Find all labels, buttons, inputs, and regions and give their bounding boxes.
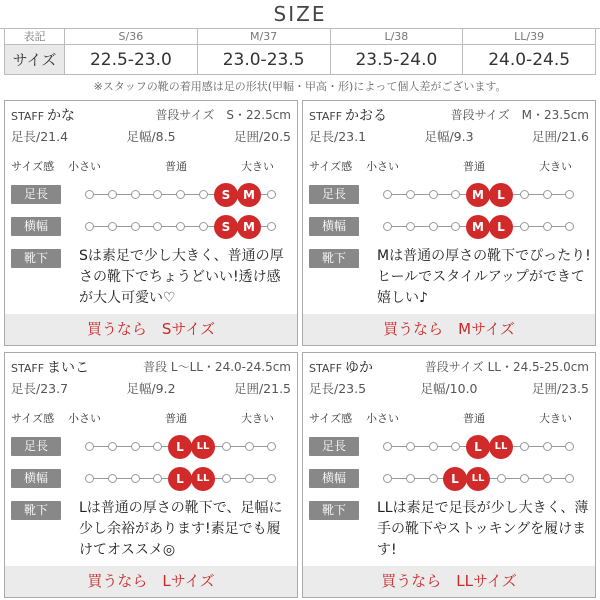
size-table bbox=[4, 28, 596, 75]
scale-title: サイズ感 bbox=[309, 412, 353, 425]
staff-card bbox=[4, 352, 298, 598]
size-marker: M bbox=[466, 183, 490, 207]
scale-dot bbox=[520, 474, 529, 483]
scale-dot bbox=[543, 190, 552, 199]
scale-dot bbox=[153, 474, 162, 483]
scale-dot bbox=[383, 190, 392, 199]
scale-dot bbox=[565, 190, 574, 199]
scale-dot bbox=[222, 442, 231, 451]
staff-name: まいこ bbox=[47, 360, 90, 376]
scale-dot bbox=[543, 222, 552, 231]
staff-comment: Mは普通の厚さの靴下でぴったり!ヒールでスタイルアップができて嬉しい♪ bbox=[377, 248, 591, 306]
foot-length: 足長/23.1 bbox=[309, 129, 367, 144]
scale-dot bbox=[429, 190, 438, 199]
foot-length: 足長/23.7 bbox=[11, 381, 69, 396]
foot-measurements bbox=[309, 379, 589, 397]
scale-normal-label: 普通 bbox=[165, 160, 187, 173]
recommend-banner: 買うなら Lサイズ bbox=[5, 566, 297, 597]
row-label-width: 横幅 bbox=[309, 469, 359, 488]
scale-dot bbox=[131, 190, 140, 199]
scale-small-label: 小さい bbox=[366, 160, 399, 173]
size-marker: LL bbox=[466, 467, 490, 491]
scale-dot bbox=[497, 474, 506, 483]
staff-label: STAFF bbox=[11, 362, 45, 375]
scale-small-label: 小さい bbox=[366, 412, 399, 425]
foot-girth: 足囲/21.6 bbox=[531, 129, 589, 144]
size-row-label: サイズ bbox=[5, 45, 65, 75]
scale-dot bbox=[153, 222, 162, 231]
length-scale-track bbox=[89, 440, 271, 454]
foot-width: 足幅/10.0 bbox=[420, 381, 478, 396]
scale-dot bbox=[245, 474, 254, 483]
size-marker: L bbox=[466, 435, 490, 459]
staff-header bbox=[11, 105, 291, 123]
scale-dot bbox=[429, 474, 438, 483]
row-label-length: 足長 bbox=[309, 437, 359, 456]
foot-measurements bbox=[11, 127, 291, 145]
scale-dot bbox=[131, 474, 140, 483]
scale-normal-label: 普通 bbox=[463, 160, 485, 173]
width-scale-track bbox=[89, 472, 271, 486]
size-marker: L bbox=[489, 183, 513, 207]
row-label-socks: 靴下 bbox=[11, 249, 61, 268]
size-marker: LL bbox=[191, 467, 215, 491]
staff-label: STAFF bbox=[11, 110, 45, 123]
scale-dot bbox=[520, 442, 529, 451]
size-col-label: M/37 bbox=[197, 28, 330, 45]
scale-dot bbox=[451, 222, 460, 231]
size-title: SIZE bbox=[273, 2, 327, 26]
usual-size: 普段サイズ M・23.5cm bbox=[450, 108, 589, 122]
scale-dot bbox=[267, 222, 276, 231]
row-label-width: 横幅 bbox=[309, 217, 359, 236]
row-label-length: 足長 bbox=[309, 185, 359, 204]
recommend-banner: 買うなら Sサイズ bbox=[5, 314, 297, 345]
staff-header bbox=[11, 357, 291, 375]
scale-dot bbox=[429, 222, 438, 231]
width-scale-track bbox=[387, 220, 569, 234]
scale-dot bbox=[108, 474, 117, 483]
size-marker: L bbox=[443, 467, 467, 491]
scale-dot bbox=[565, 442, 574, 451]
foot-width: 足幅/9.2 bbox=[126, 381, 176, 396]
size-range-cell: 23.5-24.0 bbox=[330, 45, 463, 75]
scale-dot bbox=[565, 474, 574, 483]
scale-large-label: 大きい bbox=[241, 412, 274, 425]
staff-comment: LLは素足で足長が少し大きく、薄手の靴下やストッキングを履けます! bbox=[377, 500, 589, 558]
scale-large-label: 大きい bbox=[539, 160, 572, 173]
size-marker: L bbox=[168, 467, 192, 491]
scale-dot bbox=[108, 442, 117, 451]
scale-dot bbox=[199, 222, 208, 231]
size-col-label: S/36 bbox=[65, 28, 198, 45]
usual-size: 普段サイズ S・22.5cm bbox=[155, 108, 291, 122]
size-marker: LL bbox=[191, 435, 215, 459]
scale-dot bbox=[267, 442, 276, 451]
usual-size: 普段サイズ LL・24.5-25.0cm bbox=[424, 360, 589, 374]
staff-comment: Sは素足で少し大きく、普通の厚さの靴下でちょうどいい!透け感が大人可愛い♡ bbox=[79, 248, 284, 306]
foot-measurements bbox=[11, 379, 291, 397]
size-marker: M bbox=[237, 183, 261, 207]
scale-normal-label: 普通 bbox=[165, 412, 187, 425]
scale-dot bbox=[429, 442, 438, 451]
staff-card bbox=[4, 100, 298, 346]
foot-width: 足幅/9.3 bbox=[424, 129, 474, 144]
scale-dot bbox=[85, 442, 94, 451]
row-label-socks: 靴下 bbox=[309, 501, 359, 520]
size-range-cell: 24.0-24.5 bbox=[463, 45, 596, 75]
row-label-socks: 靴下 bbox=[11, 501, 61, 520]
size-marker: M bbox=[466, 215, 490, 239]
row-label-length: 足長 bbox=[11, 185, 61, 204]
scale-dot bbox=[406, 474, 415, 483]
size-header-label: 表記 bbox=[5, 28, 65, 45]
foot-girth: 足囲/21.5 bbox=[233, 381, 291, 396]
recommend-banner: 買うなら LLサイズ bbox=[303, 566, 595, 597]
scale-dot bbox=[199, 190, 208, 199]
foot-girth: 足囲/20.5 bbox=[233, 129, 291, 144]
size-col-label: L/38 bbox=[330, 28, 463, 45]
usual-size: 普段 L～LL・24.0-24.5cm bbox=[143, 360, 291, 374]
size-col-label: LL/39 bbox=[463, 28, 596, 45]
row-label-width: 横幅 bbox=[11, 217, 61, 236]
fit-note: ※スタッフの靴の着用感は足の形状(甲幅・甲高・形)によって個人差がございます。 bbox=[93, 80, 507, 93]
scale-small-label: 小さい bbox=[68, 160, 101, 173]
scale-dot bbox=[176, 222, 185, 231]
scale-title: サイズ感 bbox=[11, 160, 55, 173]
recommend-banner: 買うなら Mサイズ bbox=[303, 314, 595, 345]
scale-dot bbox=[383, 442, 392, 451]
size-marker: L bbox=[168, 435, 192, 459]
scale-dot bbox=[451, 442, 460, 451]
scale-dot bbox=[222, 474, 231, 483]
scale-normal-label: 普通 bbox=[463, 412, 485, 425]
foot-length: 足長/23.5 bbox=[309, 381, 367, 396]
staff-card bbox=[302, 352, 596, 598]
size-marker: S bbox=[214, 215, 238, 239]
length-scale-track bbox=[387, 440, 569, 454]
size-marker: S bbox=[214, 183, 238, 207]
scale-dot bbox=[383, 474, 392, 483]
scale-dot bbox=[451, 190, 460, 199]
scale-title: サイズ感 bbox=[11, 412, 55, 425]
staff-name: ゆか bbox=[345, 360, 374, 376]
scale-dot bbox=[153, 442, 162, 451]
scale-dot bbox=[85, 190, 94, 199]
scale-dot bbox=[406, 222, 415, 231]
foot-width: 足幅/8.5 bbox=[126, 129, 176, 144]
scale-dot bbox=[108, 190, 117, 199]
scale-title: サイズ感 bbox=[309, 160, 353, 173]
staff-label: STAFF bbox=[309, 362, 343, 375]
staff-card bbox=[302, 100, 596, 346]
row-label-socks: 靴下 bbox=[309, 249, 359, 268]
size-marker: L bbox=[489, 215, 513, 239]
foot-measurements bbox=[309, 127, 589, 145]
scale-dot bbox=[520, 190, 529, 199]
scale-dot bbox=[406, 442, 415, 451]
width-scale-track bbox=[387, 472, 569, 486]
scale-dot bbox=[543, 474, 552, 483]
scale-dot bbox=[267, 190, 276, 199]
scale-large-label: 大きい bbox=[539, 412, 572, 425]
width-scale-track bbox=[89, 220, 271, 234]
staff-header bbox=[309, 105, 589, 123]
scale-small-label: 小さい bbox=[68, 412, 101, 425]
scale-dot bbox=[245, 442, 254, 451]
length-scale-track bbox=[387, 188, 569, 202]
scale-dot bbox=[176, 190, 185, 199]
length-scale-track bbox=[89, 188, 271, 202]
scale-dot bbox=[565, 222, 574, 231]
staff-label: STAFF bbox=[309, 110, 343, 123]
staff-comment: Lは普通の厚さの靴下で、足幅に少し余裕があります!素足でも履けてオススメ◎ bbox=[79, 500, 283, 558]
row-label-length: 足長 bbox=[11, 437, 61, 456]
scale-dot bbox=[267, 474, 276, 483]
foot-length: 足長/21.4 bbox=[11, 129, 69, 144]
size-range-cell: 23.0-23.5 bbox=[197, 45, 330, 75]
size-range-cell: 22.5-23.0 bbox=[65, 45, 198, 75]
staff-header bbox=[309, 357, 589, 375]
staff-name: かな bbox=[47, 108, 76, 124]
size-marker: LL bbox=[489, 435, 513, 459]
size-marker: M bbox=[237, 215, 261, 239]
scale-dot bbox=[520, 222, 529, 231]
scale-dot bbox=[85, 222, 94, 231]
scale-dot bbox=[85, 474, 94, 483]
foot-girth: 足囲/23.5 bbox=[531, 381, 589, 396]
scale-large-label: 大きい bbox=[241, 160, 274, 173]
scale-dot bbox=[543, 442, 552, 451]
scale-dot bbox=[383, 222, 392, 231]
scale-dot bbox=[131, 222, 140, 231]
scale-dot bbox=[406, 190, 415, 199]
scale-dot bbox=[108, 222, 117, 231]
scale-dot bbox=[153, 190, 162, 199]
row-label-width: 横幅 bbox=[11, 469, 61, 488]
scale-dot bbox=[131, 442, 140, 451]
staff-name: かおる bbox=[345, 108, 388, 124]
